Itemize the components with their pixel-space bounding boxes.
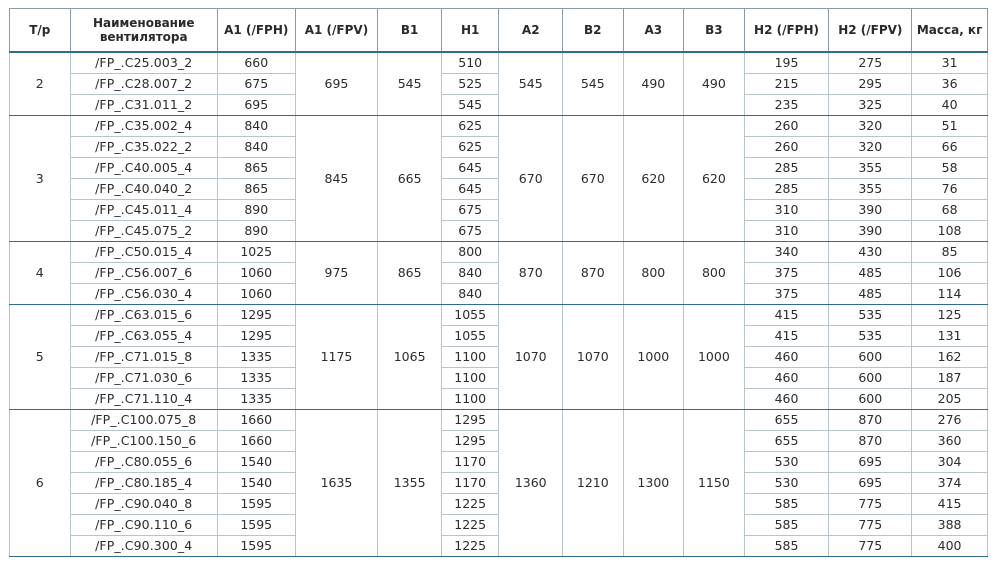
header-a1-fph: A1 (/FPH) xyxy=(217,9,295,53)
cell-b2: 545 xyxy=(563,52,624,116)
spec-table-container xyxy=(9,8,988,557)
cell-a2: 1360 xyxy=(499,410,563,557)
cell-b2: 1210 xyxy=(563,410,624,557)
cell-h2-fpv: 775 xyxy=(829,494,912,515)
table-row xyxy=(10,242,988,263)
cell-mass: 40 xyxy=(912,95,988,116)
table-row xyxy=(10,116,988,137)
cell-mass: 106 xyxy=(912,263,988,284)
cell-a1-fph: 1595 xyxy=(217,536,295,557)
header-b3: B3 xyxy=(684,9,745,53)
cell-b1: 1355 xyxy=(378,410,442,557)
cell-fan-name: /FP_.C71.110_4 xyxy=(70,389,217,410)
cell-a1-fpv: 695 xyxy=(295,52,378,116)
cell-h2-fph: 585 xyxy=(744,536,829,557)
cell-h2-fpv: 355 xyxy=(829,179,912,200)
table-row xyxy=(10,74,988,95)
cell-a1-fph: 660 xyxy=(217,52,295,74)
cell-mass: 85 xyxy=(912,242,988,263)
cell-mass: 51 xyxy=(912,116,988,137)
cell-h2-fpv: 695 xyxy=(829,452,912,473)
cell-h2-fph: 285 xyxy=(744,158,829,179)
cell-mass: 388 xyxy=(912,515,988,536)
cell-tp: 4 xyxy=(10,242,71,305)
cell-fan-name: /FP_.C40.040_2 xyxy=(70,179,217,200)
cell-b1: 665 xyxy=(378,116,442,242)
cell-a3: 490 xyxy=(623,52,684,116)
header-h1: H1 xyxy=(441,9,499,53)
cell-h2-fph: 375 xyxy=(744,284,829,305)
cell-b1: 545 xyxy=(378,52,442,116)
cell-h1: 525 xyxy=(441,74,499,95)
cell-fan-name: /FP_.C56.030_4 xyxy=(70,284,217,305)
cell-a1-fph: 1060 xyxy=(217,263,295,284)
cell-h2-fph: 310 xyxy=(744,221,829,242)
cell-h2-fph: 585 xyxy=(744,515,829,536)
table-row xyxy=(10,410,988,431)
cell-a2: 1070 xyxy=(499,305,563,410)
cell-a1-fph: 1295 xyxy=(217,326,295,347)
cell-h2-fpv: 320 xyxy=(829,137,912,158)
cell-b3: 490 xyxy=(684,52,745,116)
cell-a3: 620 xyxy=(623,116,684,242)
cell-a1-fpv: 845 xyxy=(295,116,378,242)
table-row xyxy=(10,221,988,242)
cell-h1: 1170 xyxy=(441,452,499,473)
fan-dimensions-table xyxy=(9,8,988,557)
cell-a1-fph: 840 xyxy=(217,116,295,137)
cell-h1: 1225 xyxy=(441,494,499,515)
cell-h2-fph: 655 xyxy=(744,431,829,452)
cell-h2-fpv: 390 xyxy=(829,200,912,221)
table-row xyxy=(10,284,988,305)
cell-mass: 36 xyxy=(912,74,988,95)
cell-fan-name: /FP_.C63.055_4 xyxy=(70,326,217,347)
cell-mass: 76 xyxy=(912,179,988,200)
table-row xyxy=(10,515,988,536)
cell-fan-name: /FP_.C71.015_8 xyxy=(70,347,217,368)
table-row xyxy=(10,305,988,326)
cell-h2-fph: 655 xyxy=(744,410,829,431)
cell-h2-fph: 215 xyxy=(744,74,829,95)
cell-fan-name: /FP_.C50.015_4 xyxy=(70,242,217,263)
table-row xyxy=(10,263,988,284)
cell-a1-fph: 890 xyxy=(217,221,295,242)
cell-mass: 31 xyxy=(912,52,988,74)
cell-a1-fph: 1025 xyxy=(217,242,295,263)
header-a1-fpv: A1 (/FPV) xyxy=(295,9,378,53)
cell-h2-fph: 195 xyxy=(744,52,829,74)
header-a2: A2 xyxy=(499,9,563,53)
cell-mass: 68 xyxy=(912,200,988,221)
cell-b2: 870 xyxy=(563,242,624,305)
table-body xyxy=(10,52,988,557)
table-row xyxy=(10,452,988,473)
cell-b1: 1065 xyxy=(378,305,442,410)
cell-h2-fph: 530 xyxy=(744,452,829,473)
table-row xyxy=(10,179,988,200)
cell-a1-fph: 1335 xyxy=(217,368,295,389)
cell-fan-name: /FP_.C63.015_6 xyxy=(70,305,217,326)
cell-h2-fph: 530 xyxy=(744,473,829,494)
cell-b2: 670 xyxy=(563,116,624,242)
cell-mass: 205 xyxy=(912,389,988,410)
cell-a2: 870 xyxy=(499,242,563,305)
cell-a3: 800 xyxy=(623,242,684,305)
cell-h1: 625 xyxy=(441,137,499,158)
table-row xyxy=(10,536,988,557)
header-b2: B2 xyxy=(563,9,624,53)
cell-a1-fpv: 1175 xyxy=(295,305,378,410)
cell-h2-fph: 460 xyxy=(744,368,829,389)
table-row xyxy=(10,137,988,158)
cell-a1-fph: 1540 xyxy=(217,452,295,473)
cell-b3: 800 xyxy=(684,242,745,305)
cell-h2-fpv: 320 xyxy=(829,116,912,137)
cell-mass: 108 xyxy=(912,221,988,242)
cell-h2-fpv: 870 xyxy=(829,410,912,431)
cell-mass: 400 xyxy=(912,536,988,557)
cell-h1: 510 xyxy=(441,52,499,74)
cell-a1-fph: 1595 xyxy=(217,494,295,515)
cell-a1-fph: 1540 xyxy=(217,473,295,494)
cell-a1-fph: 1335 xyxy=(217,347,295,368)
cell-h2-fpv: 390 xyxy=(829,221,912,242)
cell-mass: 162 xyxy=(912,347,988,368)
cell-h1: 1100 xyxy=(441,389,499,410)
cell-h2-fpv: 775 xyxy=(829,515,912,536)
cell-h2-fpv: 600 xyxy=(829,389,912,410)
cell-h1: 645 xyxy=(441,158,499,179)
cell-h1: 1100 xyxy=(441,347,499,368)
cell-fan-name: /FP_.C90.110_6 xyxy=(70,515,217,536)
cell-tp: 3 xyxy=(10,116,71,242)
cell-mass: 415 xyxy=(912,494,988,515)
cell-h1: 840 xyxy=(441,284,499,305)
cell-h1: 1055 xyxy=(441,305,499,326)
cell-fan-name: /FP_.C25.003_2 xyxy=(70,52,217,74)
cell-h1: 675 xyxy=(441,221,499,242)
cell-h2-fph: 375 xyxy=(744,263,829,284)
cell-b2: 1070 xyxy=(563,305,624,410)
cell-mass: 360 xyxy=(912,431,988,452)
cell-h2-fpv: 695 xyxy=(829,473,912,494)
cell-h2-fph: 415 xyxy=(744,326,829,347)
cell-h2-fpv: 775 xyxy=(829,536,912,557)
cell-h1: 625 xyxy=(441,116,499,137)
cell-a2: 670 xyxy=(499,116,563,242)
cell-b3: 1000 xyxy=(684,305,745,410)
header-b1: B1 xyxy=(378,9,442,53)
header-a3: A3 xyxy=(623,9,684,53)
cell-h1: 645 xyxy=(441,179,499,200)
cell-a1-fph: 1660 xyxy=(217,410,295,431)
cell-h2-fpv: 535 xyxy=(829,326,912,347)
cell-a1-fph: 675 xyxy=(217,74,295,95)
header-row xyxy=(10,9,988,53)
cell-fan-name: /FP_.C35.002_4 xyxy=(70,116,217,137)
cell-h1: 1295 xyxy=(441,410,499,431)
cell-h2-fpv: 600 xyxy=(829,347,912,368)
cell-h2-fpv: 485 xyxy=(829,284,912,305)
table-row xyxy=(10,52,988,74)
cell-h1: 1170 xyxy=(441,473,499,494)
cell-h2-fph: 460 xyxy=(744,389,829,410)
cell-h2-fph: 460 xyxy=(744,347,829,368)
cell-h2-fpv: 870 xyxy=(829,431,912,452)
cell-h2-fph: 340 xyxy=(744,242,829,263)
cell-mass: 374 xyxy=(912,473,988,494)
cell-h2-fpv: 275 xyxy=(829,52,912,74)
cell-mass: 125 xyxy=(912,305,988,326)
table-row xyxy=(10,389,988,410)
table-row xyxy=(10,347,988,368)
header-name: Наименование вентилятора xyxy=(70,9,217,53)
cell-a1-fph: 695 xyxy=(217,95,295,116)
cell-a2: 545 xyxy=(499,52,563,116)
table-row xyxy=(10,473,988,494)
cell-h2-fpv: 355 xyxy=(829,158,912,179)
table-row xyxy=(10,158,988,179)
cell-h1: 840 xyxy=(441,263,499,284)
table-header xyxy=(10,9,988,53)
cell-a1-fph: 890 xyxy=(217,200,295,221)
cell-h2-fph: 310 xyxy=(744,200,829,221)
cell-h1: 1225 xyxy=(441,536,499,557)
table-row xyxy=(10,95,988,116)
cell-a1-fph: 1295 xyxy=(217,305,295,326)
table-row xyxy=(10,200,988,221)
cell-h1: 545 xyxy=(441,95,499,116)
cell-b3: 1150 xyxy=(684,410,745,557)
cell-h1: 1055 xyxy=(441,326,499,347)
cell-h1: 1225 xyxy=(441,515,499,536)
cell-mass: 276 xyxy=(912,410,988,431)
cell-fan-name: /FP_.C31.011_2 xyxy=(70,95,217,116)
cell-a1-fpv: 1635 xyxy=(295,410,378,557)
cell-h1: 675 xyxy=(441,200,499,221)
cell-fan-name: /FP_.C80.055_6 xyxy=(70,452,217,473)
cell-fan-name: /FP_.C45.011_4 xyxy=(70,200,217,221)
cell-h2-fph: 415 xyxy=(744,305,829,326)
cell-h1: 1295 xyxy=(441,431,499,452)
cell-h2-fph: 585 xyxy=(744,494,829,515)
cell-a1-fph: 1335 xyxy=(217,389,295,410)
cell-fan-name: /FP_.C100.075_8 xyxy=(70,410,217,431)
cell-h1: 800 xyxy=(441,242,499,263)
cell-fan-name: /FP_.C80.185_4 xyxy=(70,473,217,494)
cell-h1: 1100 xyxy=(441,368,499,389)
cell-a1-fph: 865 xyxy=(217,158,295,179)
cell-h2-fpv: 325 xyxy=(829,95,912,116)
cell-h2-fpv: 535 xyxy=(829,305,912,326)
cell-fan-name: /FP_.C56.007_6 xyxy=(70,263,217,284)
cell-a1-fph: 865 xyxy=(217,179,295,200)
cell-a1-fph: 1060 xyxy=(217,284,295,305)
cell-a1-fph: 840 xyxy=(217,137,295,158)
cell-b1: 865 xyxy=(378,242,442,305)
cell-h2-fpv: 600 xyxy=(829,368,912,389)
cell-mass: 304 xyxy=(912,452,988,473)
cell-fan-name: /FP_.C28.007_2 xyxy=(70,74,217,95)
cell-tp: 5 xyxy=(10,305,71,410)
cell-mass: 114 xyxy=(912,284,988,305)
table-row xyxy=(10,326,988,347)
cell-tp: 2 xyxy=(10,52,71,116)
cell-mass: 187 xyxy=(912,368,988,389)
table-row xyxy=(10,494,988,515)
cell-fan-name: /FP_.C90.040_8 xyxy=(70,494,217,515)
cell-fan-name: /FP_.C100.150_6 xyxy=(70,431,217,452)
cell-h2-fph: 235 xyxy=(744,95,829,116)
cell-h2-fpv: 430 xyxy=(829,242,912,263)
cell-h2-fph: 260 xyxy=(744,137,829,158)
header-mass: Масса, кг xyxy=(912,9,988,53)
cell-tp: 6 xyxy=(10,410,71,557)
header-h2-fpv: H2 (/FPV) xyxy=(829,9,912,53)
cell-fan-name: /FP_.C90.300_4 xyxy=(70,536,217,557)
cell-a1-fph: 1595 xyxy=(217,515,295,536)
cell-mass: 66 xyxy=(912,137,988,158)
cell-h2-fpv: 485 xyxy=(829,263,912,284)
cell-fan-name: /FP_.C45.075_2 xyxy=(70,221,217,242)
table-row xyxy=(10,368,988,389)
cell-a1-fph: 1660 xyxy=(217,431,295,452)
cell-fan-name: /FP_.C71.030_6 xyxy=(70,368,217,389)
cell-fan-name: /FP_.C40.005_4 xyxy=(70,158,217,179)
cell-mass: 58 xyxy=(912,158,988,179)
header-h2-fph: H2 (/FPH) xyxy=(744,9,829,53)
cell-mass: 131 xyxy=(912,326,988,347)
cell-h2-fph: 260 xyxy=(744,116,829,137)
cell-h2-fph: 285 xyxy=(744,179,829,200)
cell-b3: 620 xyxy=(684,116,745,242)
cell-a3: 1300 xyxy=(623,410,684,557)
cell-h2-fpv: 295 xyxy=(829,74,912,95)
cell-a1-fpv: 975 xyxy=(295,242,378,305)
cell-fan-name: /FP_.C35.022_2 xyxy=(70,137,217,158)
header-tp: Т/р xyxy=(10,9,71,53)
table-row xyxy=(10,431,988,452)
cell-a3: 1000 xyxy=(623,305,684,410)
